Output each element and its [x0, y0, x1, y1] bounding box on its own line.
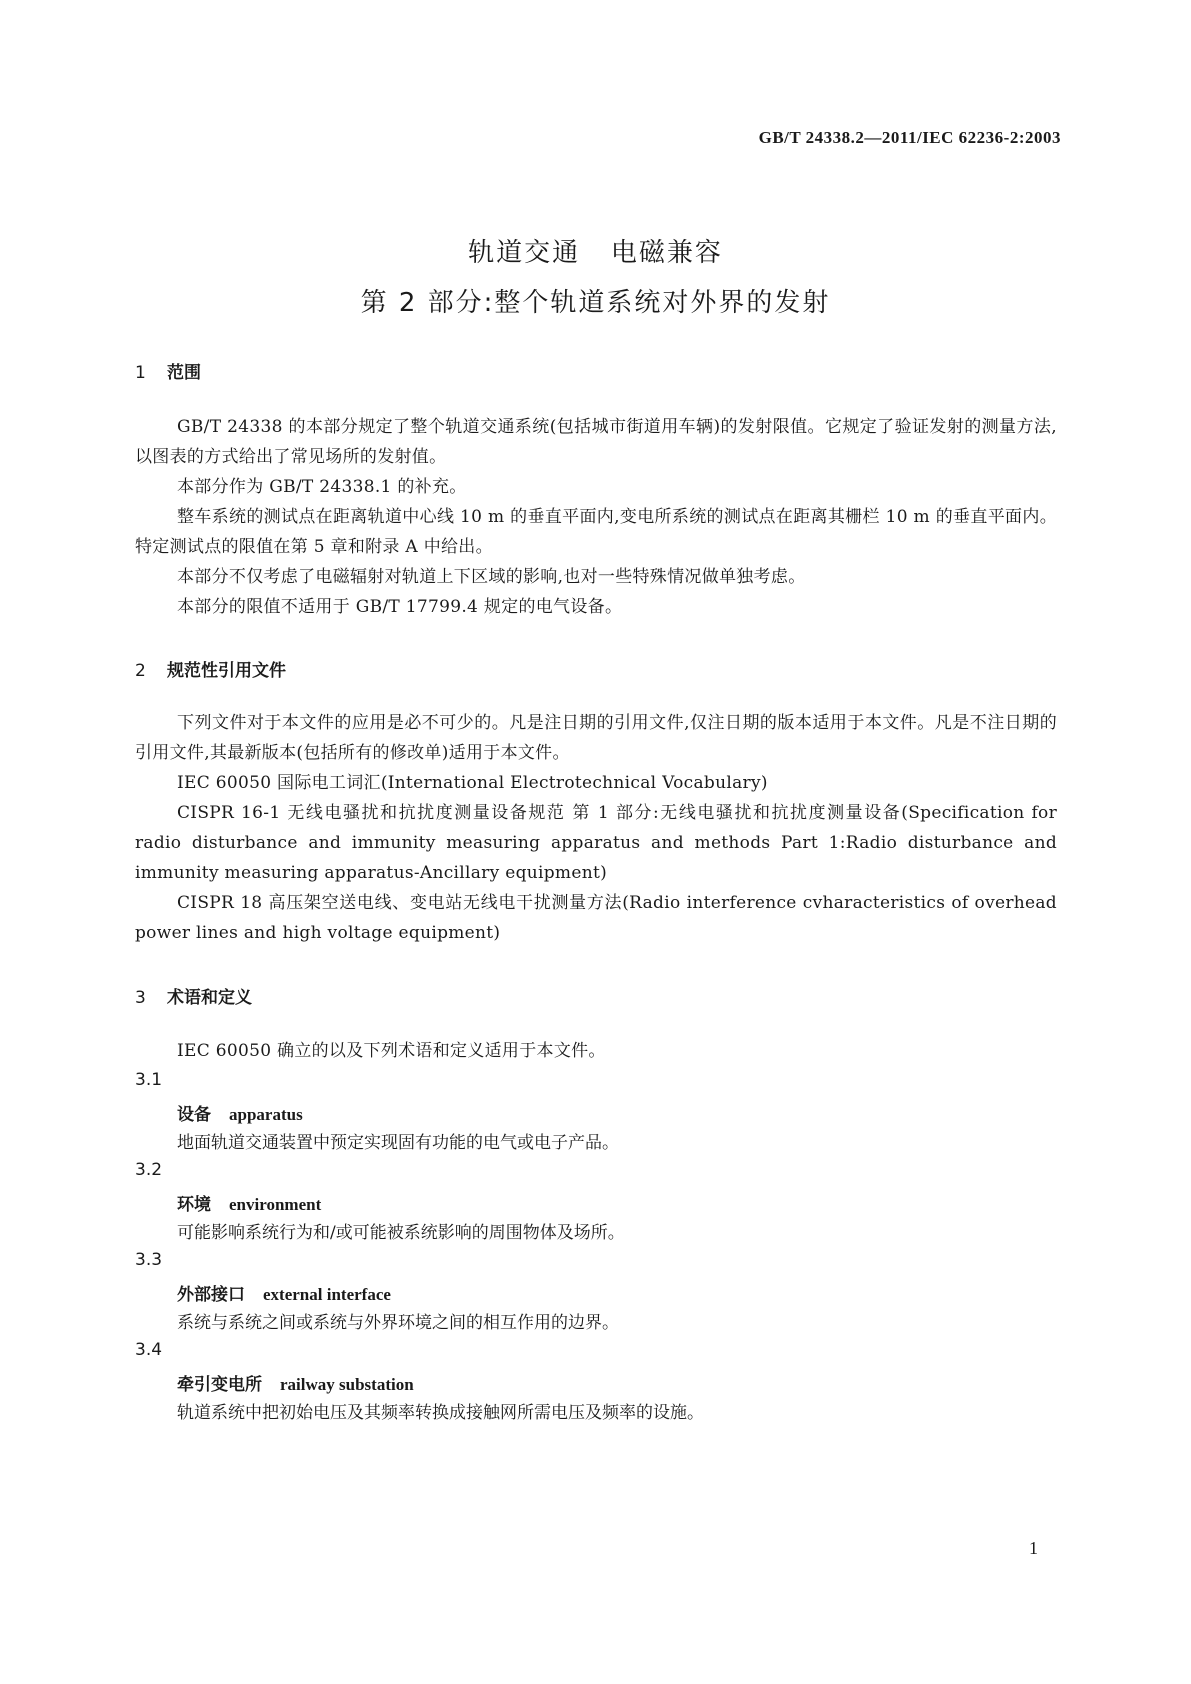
term-en: apparatus [229, 1105, 303, 1124]
term-number: 3.4 [135, 1340, 163, 1360]
term-en: external interface [263, 1285, 391, 1304]
document-title [0, 228, 1191, 328]
term-zh: 设备 [177, 1105, 211, 1125]
section-heading-terms-definitions [135, 983, 252, 1008]
term-heading [177, 1100, 303, 1125]
reference-entry: CISPR 18 高压架空送电线、变电站无线电干扰测量方法(Radio interference cvharacteristics of overhead power lines and high voltage equipment) [135, 893, 1057, 943]
reference-entry: CISPR 16-1 无线电骚扰和抗扰度测量设备规范 第 1 部分:无线电骚扰和抗扰度测量设备(Specification for radio disturbance and immunity measuring apparatus and methods Part 1:Radio disturbance and immunity measuring apparatus-Ancillary equipment) [135, 803, 1057, 883]
paragraph: IEC 60050 确立的以及下列术语和定义适用于本文件。 [177, 1041, 606, 1061]
section-title: 范围 [167, 363, 201, 383]
term-en: environment [229, 1195, 322, 1214]
paragraph: 下列文件对于本文件的应用是必不可少的。凡是注日期的引用文件,仅注日期的版本适用于本文件。凡是不注日期的引用文件,其最新版本(包括所有的修改单)适用于本文件。 [135, 713, 1057, 763]
paragraph: 本部分的限值不适用于 GB/T 17799.4 规定的电气设备。 [177, 597, 623, 617]
section-number: 1 [135, 363, 146, 383]
term-definition: 轨道系统中把初始电压及其频率转换成接触网所需电压及频率的设施。 [177, 1403, 704, 1423]
paragraph: 本部分不仅考虑了电磁辐射对轨道上下区域的影响,也对一些特殊情况做单独考虑。 [177, 567, 806, 587]
paragraph: 整车系统的测试点在距离轨道中心线 10 m 的垂直平面内,变电所系统的测试点在距离其栅栏 10 m 的垂直平面内。特定测试点的限值在第 5 章和附录 A 中给出。 [135, 507, 1057, 557]
title-line-1: 轨道交通 电磁兼容 [468, 238, 723, 268]
section-title: 术语和定义 [167, 988, 252, 1008]
term-heading [177, 1190, 321, 1215]
term-zh: 外部接口 [177, 1285, 245, 1305]
paragraph: GB/T 24338 的本部分规定了整个轨道交通系统(包括城市街道用车辆)的发射限值。它规定了验证发射的测量方法,以图表的方式给出了常见场所的发射值。 [135, 417, 1057, 467]
section-heading-scope [135, 358, 201, 383]
term-definition: 可能影响系统行为和/或可能被系统影响的周围物体及场所。 [177, 1223, 625, 1243]
page-number: 1 [1029, 1538, 1038, 1558]
term-number: 3.3 [135, 1250, 163, 1270]
section-title: 规范性引用文件 [167, 661, 286, 681]
term-en: railway substation [280, 1375, 414, 1394]
term-definition: 系统与系统之间或系统与外界环境之间的相互作用的边界。 [177, 1313, 619, 1333]
term-number: 3.1 [135, 1070, 163, 1090]
standard-code: GB/T 24338.2—2011/IEC 62236-2:2003 [758, 128, 1061, 147]
section-number: 2 [135, 661, 146, 681]
title-line-2: 第 2 部分:整个轨道系统对外界的发射 [360, 288, 831, 318]
term-zh: 牵引变电所 [177, 1375, 262, 1395]
paragraph: 本部分作为 GB/T 24338.1 的补充。 [177, 477, 467, 497]
reference-entry: IEC 60050 国际电工词汇(International Electrotechnical Vocabulary) [177, 773, 768, 793]
section-number: 3 [135, 988, 146, 1008]
term-zh: 环境 [177, 1195, 211, 1215]
term-number: 3.2 [135, 1160, 163, 1180]
term-heading [177, 1370, 414, 1395]
section-heading-normative-references [135, 656, 286, 681]
term-heading [177, 1280, 391, 1305]
term-definition: 地面轨道交通装置中预定实现固有功能的电气或电子产品。 [177, 1133, 619, 1153]
